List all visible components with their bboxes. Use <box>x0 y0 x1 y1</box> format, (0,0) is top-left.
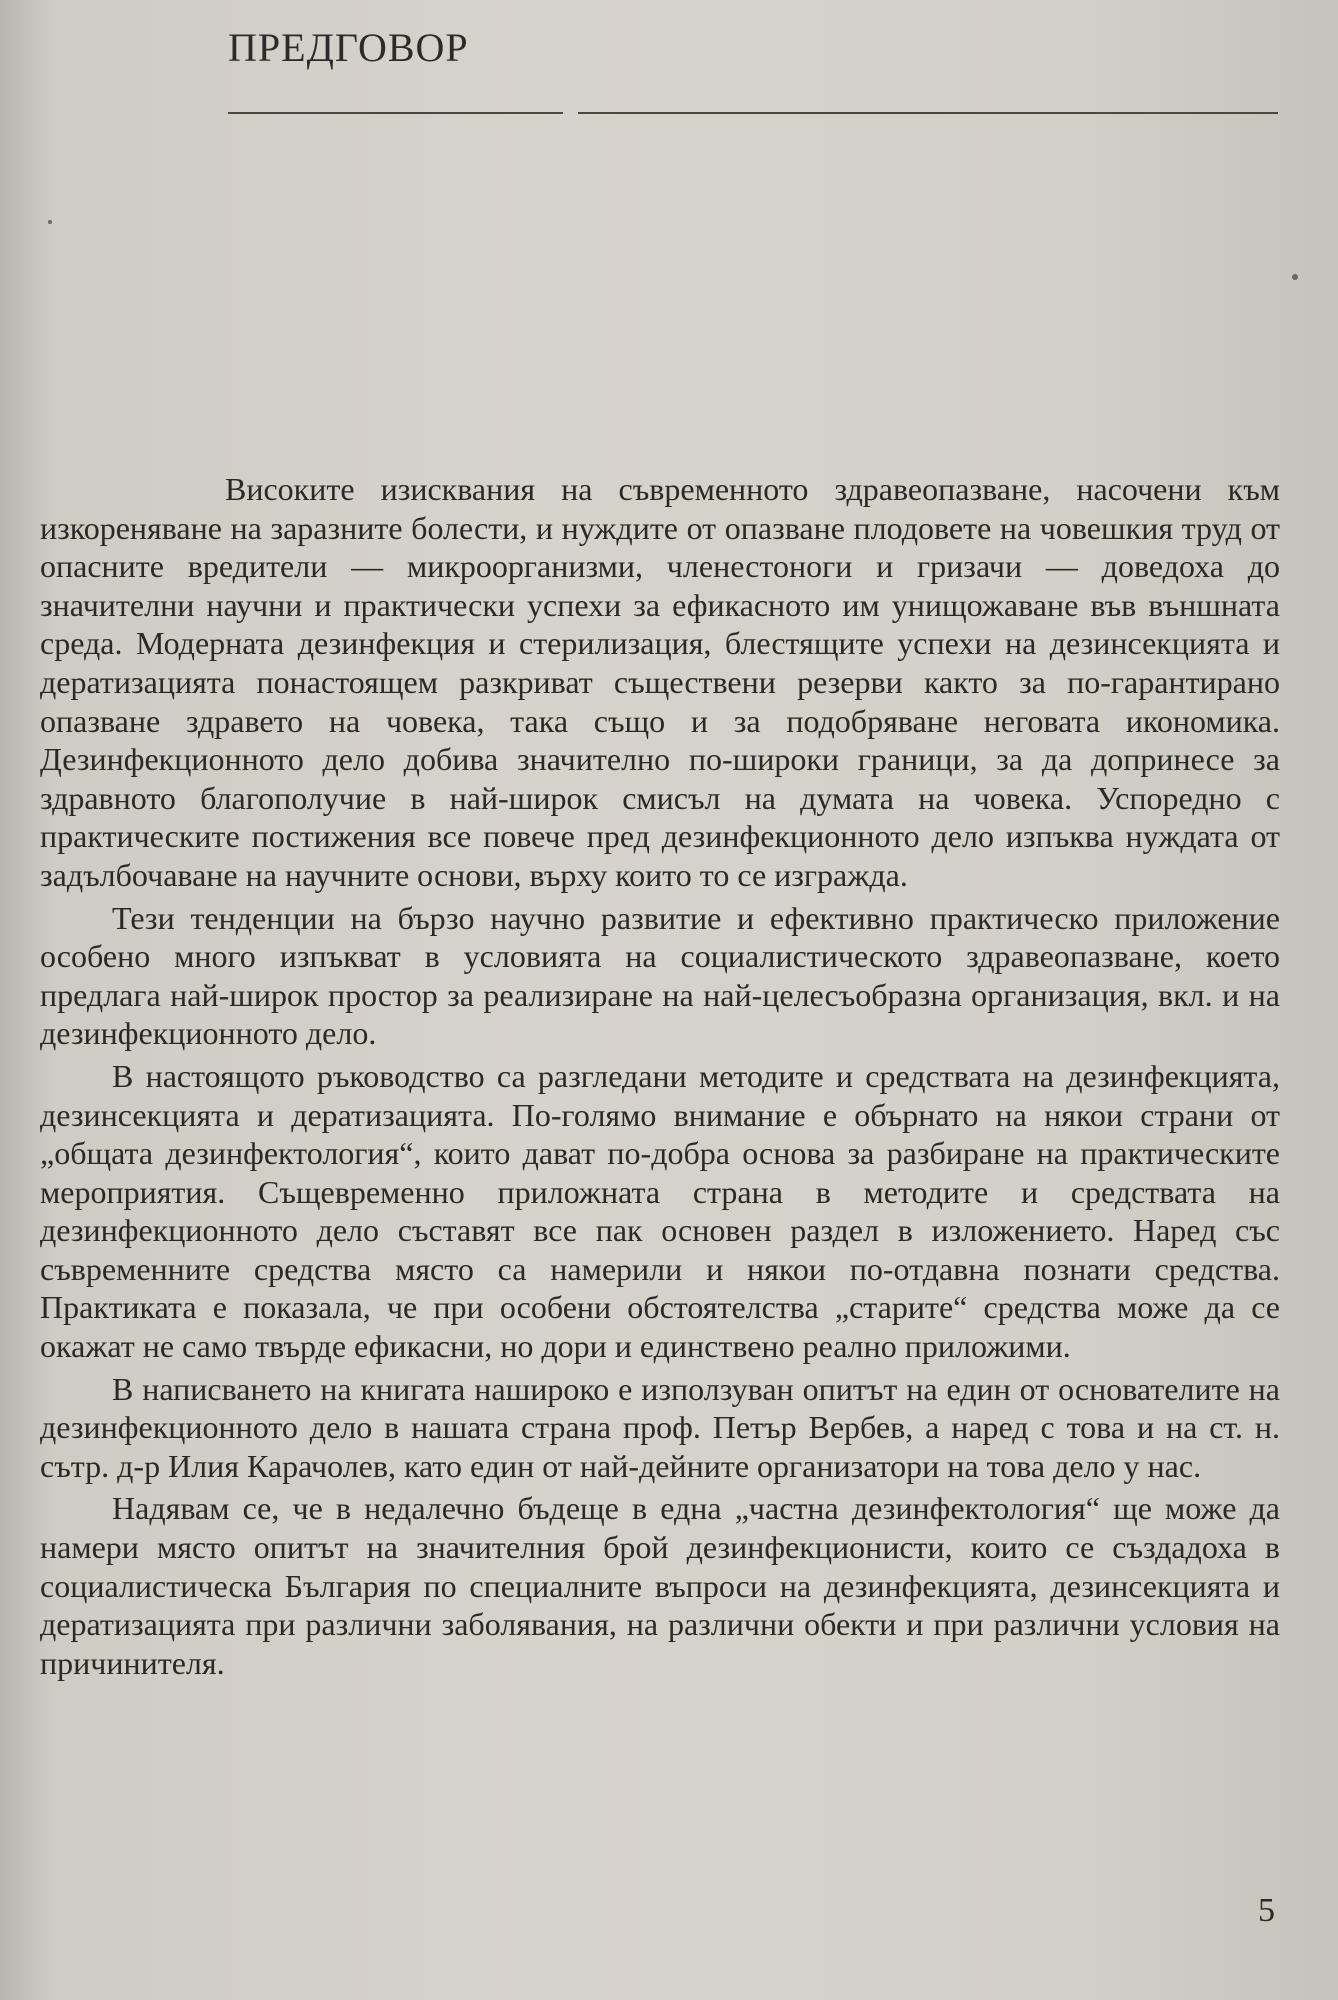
paragraph: Тези тенденции на бързо научно развитие и ефективно практическо приложение особено много изпъкват в условията на социалистическото здравеопазване, което предлага най-широк простор за реализиране на най-целесъобразна организация, вкл. и на дезинфекционното дело. <box>40 899 1280 1052</box>
paper-speck <box>48 220 52 224</box>
preface-body <box>40 470 1280 1682</box>
title-underline-left <box>228 112 563 114</box>
paragraph: В настоящото ръководство са разгледани методите и средствата на дезинфекцията, дезинсекцията и дератизацията. По-голямо внимание е обърнато на някои страни от „общата дезинфектология“, които дават по-добра основа за разбиране на практическите мероприятия. Същевременно приложната страна в методите и средствата на дезинфекционното дело съставят все пак основен раздел в изложението. Наред със съвременните средства място са намерили и някои по-отдавна познати средства. Практиката е показала, че при особени обстоятелства „старите“ средства може да се окажат не само твърде ефикасни, но дори и единствено реално приложими. <box>40 1057 1280 1365</box>
paragraph: Надявам се, че в недалечно бъдеще в една „частна дезинфектология“ ще може да намери място опитът на значителния брой дезинфекционисти, които се създадоха в социалистическа България по специалните въпроси на дезинфекцията, дезинсекцията и дератизацията при различни заболявания, на различни обекти и при различни условия на причинителя. <box>40 1490 1280 1681</box>
paragraph: Високите изисквания на съвременното здравеопазване, насочени към изкореняване на заразните болести, и нуждите от опазване плодовете на човешкия труд от опасните вредители — микроорганизми, членестоноги и гризачи — доведоха до значителни научни и практически успехи за ефикасното им унищожаване във външната среда. Модерната дезинфекция и стерилизация, блестящите успехи на дезинсекцията и дератизацията понастоящем разкриват съществени резерви както за по-гарантирано опазване здравето на човека, така също и за подобряване неговата икономика. Дезинфекционното дело добива значително по-широки граници, за да допринесе за здравното благополучие в най-широк смисъл на думата на човека. Успоредно с практическите постижения все повече пред дезинфекционното дело изпъква нуждата от задълбочаване на научните основи, върху които то се изгражда. <box>40 471 1280 893</box>
title-underline-right <box>578 112 1278 114</box>
page-title: ПРЕДГОВОР <box>228 25 469 70</box>
paper-speck <box>1292 274 1298 280</box>
page-number: 5 <box>1258 1892 1275 1929</box>
paragraph: В написването на книгата нашироко е използуван опитът на един от основателите на дезинфекционното дело в нашата страна проф. Петър Вербев, а наред с това и на ст. н. сътр. д-р Илия Карачолев, като един от най-дейните организатори на това дело у нас. <box>40 1370 1280 1484</box>
